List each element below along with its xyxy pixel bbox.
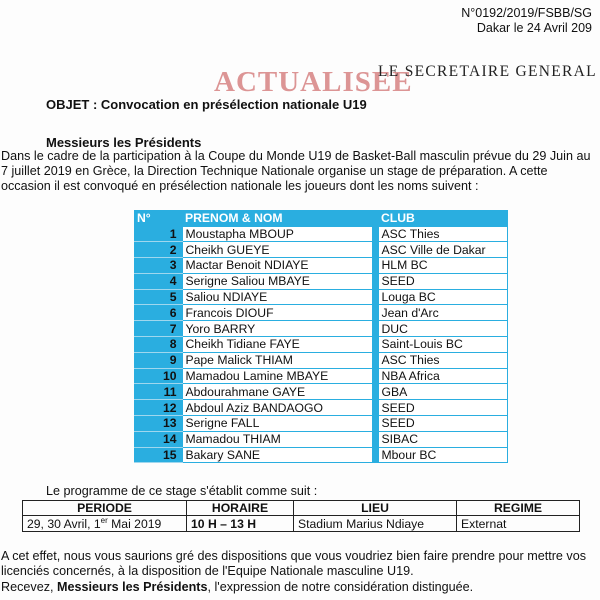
schedule-period — [23, 516, 187, 532]
actualisee-stamp: ACTUALISEE — [214, 66, 413, 98]
closing-paragraph: A cet effet, nous vous saurions gré des dispositions que vous voudriez bien faire prendre pour mettre vos licenciés concernés, à la disposition de l'Equipe Nationale masculine U19. — [1, 549, 587, 579]
header-time: HORAIRE — [187, 501, 294, 516]
table-row — [134, 368, 508, 384]
greeting-end: , l'expression de notre considération distinguée. — [207, 579, 474, 594]
table-row — [134, 273, 508, 289]
reference-block — [461, 6, 592, 36]
schedule-header-row — [23, 501, 580, 516]
player-name: Abdourahmane GAYE — [182, 384, 372, 400]
schedule-row — [23, 516, 580, 532]
period-text: 29, 30 Avril, 1 — [27, 517, 101, 532]
player-name: Pape Malick THIAM — [182, 352, 372, 368]
header-place: LIEU — [294, 501, 457, 516]
closing-greeting — [1, 580, 597, 595]
header-club: CLUB — [378, 210, 508, 226]
player-number: 9 — [134, 352, 182, 368]
player-name: Yoro BARRY — [182, 321, 372, 337]
player-club: Saint-Louis BC — [378, 337, 508, 353]
player-club: SEED — [378, 416, 508, 432]
table-row — [134, 431, 508, 447]
period-text-end: Mai 2019 — [107, 517, 162, 532]
player-club: SIBAC — [378, 431, 508, 447]
player-name: Mactar Benoit NDIAYE — [182, 258, 372, 274]
player-name: Moustapha MBOUP — [182, 226, 372, 242]
player-club: Mbour BC — [378, 447, 508, 463]
schedule-table — [22, 500, 580, 532]
table-row — [134, 384, 508, 400]
table-row — [134, 447, 508, 463]
player-club: ASC Thies — [378, 352, 508, 368]
table-row — [134, 352, 508, 368]
player-name: Saliou NDIAYE — [182, 289, 372, 305]
player-number: 8 — [134, 337, 182, 353]
table-row — [134, 305, 508, 321]
players-table — [134, 210, 508, 463]
schedule-place: Stadium Marius Ndiaye — [294, 516, 457, 532]
player-club: ASC Ville de Dakar — [378, 242, 508, 258]
table-row — [134, 416, 508, 432]
subject-line: OBJET : Convocation en présélection nationale U19 — [46, 97, 367, 112]
table-row — [134, 321, 508, 337]
header-name: PRENOM & NOM — [182, 210, 372, 226]
player-name: Mamadou THIAM — [182, 431, 372, 447]
player-name: Cheikh GUEYE — [182, 242, 372, 258]
player-club: Jean d'Arc — [378, 305, 508, 321]
player-club: SEED — [378, 400, 508, 416]
player-club: ASC Thies — [378, 226, 508, 242]
player-number: 7 — [134, 321, 182, 337]
player-club: SEED — [378, 273, 508, 289]
player-number: 5 — [134, 289, 182, 305]
player-number: 6 — [134, 305, 182, 321]
table-row — [134, 289, 508, 305]
period-superscript: er — [100, 516, 108, 525]
header-period: PERIODE — [23, 501, 187, 516]
table-row — [134, 242, 508, 258]
player-number: 3 — [134, 258, 182, 274]
player-number: 4 — [134, 273, 182, 289]
table-row — [134, 258, 508, 274]
greeting-bold: Messieurs les Présidents — [57, 579, 208, 594]
player-number: 13 — [134, 416, 182, 432]
player-number: 12 — [134, 400, 182, 416]
table-row — [134, 337, 508, 353]
letter-date: Dakar le 24 Avril 209 — [476, 21, 592, 35]
table-row — [134, 400, 508, 416]
player-club: GBA — [378, 384, 508, 400]
player-number: 14 — [134, 431, 182, 447]
intro-paragraph: Dans le cadre de la participation à la Coupe du Monde U19 de Basket-Ball masculin prévue du 29 Juin au 7 juillet 2019 en Grèce, la Direction Technique Nationale organise un stage de préparation. A cette occasion il est convoqué en présélection nationale les joueurs dont les noms suivent : — [1, 149, 591, 193]
reference-number: N°0192/2019/FSBB/SG — [461, 6, 592, 20]
player-club: DUC — [378, 321, 508, 337]
program-intro: Le programme de ce stage s'établit comme suit : — [46, 484, 318, 498]
player-name: Cheikh Tidiane FAYE — [182, 337, 372, 353]
schedule-regime: Externat — [457, 516, 580, 532]
player-number: 1 — [134, 226, 182, 242]
players-table-body — [134, 226, 508, 463]
salutation: Messieurs les Présidents — [46, 135, 202, 150]
player-name: Abdoul Aziz BANDAOGO — [182, 400, 372, 416]
greeting-start: Recevez, — [1, 579, 57, 594]
player-name: Serigne FALL — [182, 416, 372, 432]
players-table-header — [134, 210, 508, 226]
player-name: Mamadou Lamine MBAYE — [182, 368, 372, 384]
table-row — [134, 226, 508, 242]
player-club: HLM BC — [378, 258, 508, 274]
schedule-time: 10 H – 13 H — [187, 516, 294, 532]
player-number: 11 — [134, 384, 182, 400]
header-number: N° — [134, 210, 182, 226]
player-name: Francois DIOUF — [182, 305, 372, 321]
player-name: Serigne Saliou MBAYE — [182, 273, 372, 289]
player-club: NBA Africa — [378, 368, 508, 384]
player-name: Bakary SANE — [182, 447, 372, 463]
player-number: 2 — [134, 242, 182, 258]
header-regime: REGIME — [457, 501, 580, 516]
closing-block — [1, 549, 597, 595]
signatory-title: LE SECRETAIRE GENERAL — [378, 63, 597, 80]
player-number: 10 — [134, 368, 182, 384]
player-number: 15 — [134, 447, 182, 463]
player-club: Louga BC — [378, 289, 508, 305]
